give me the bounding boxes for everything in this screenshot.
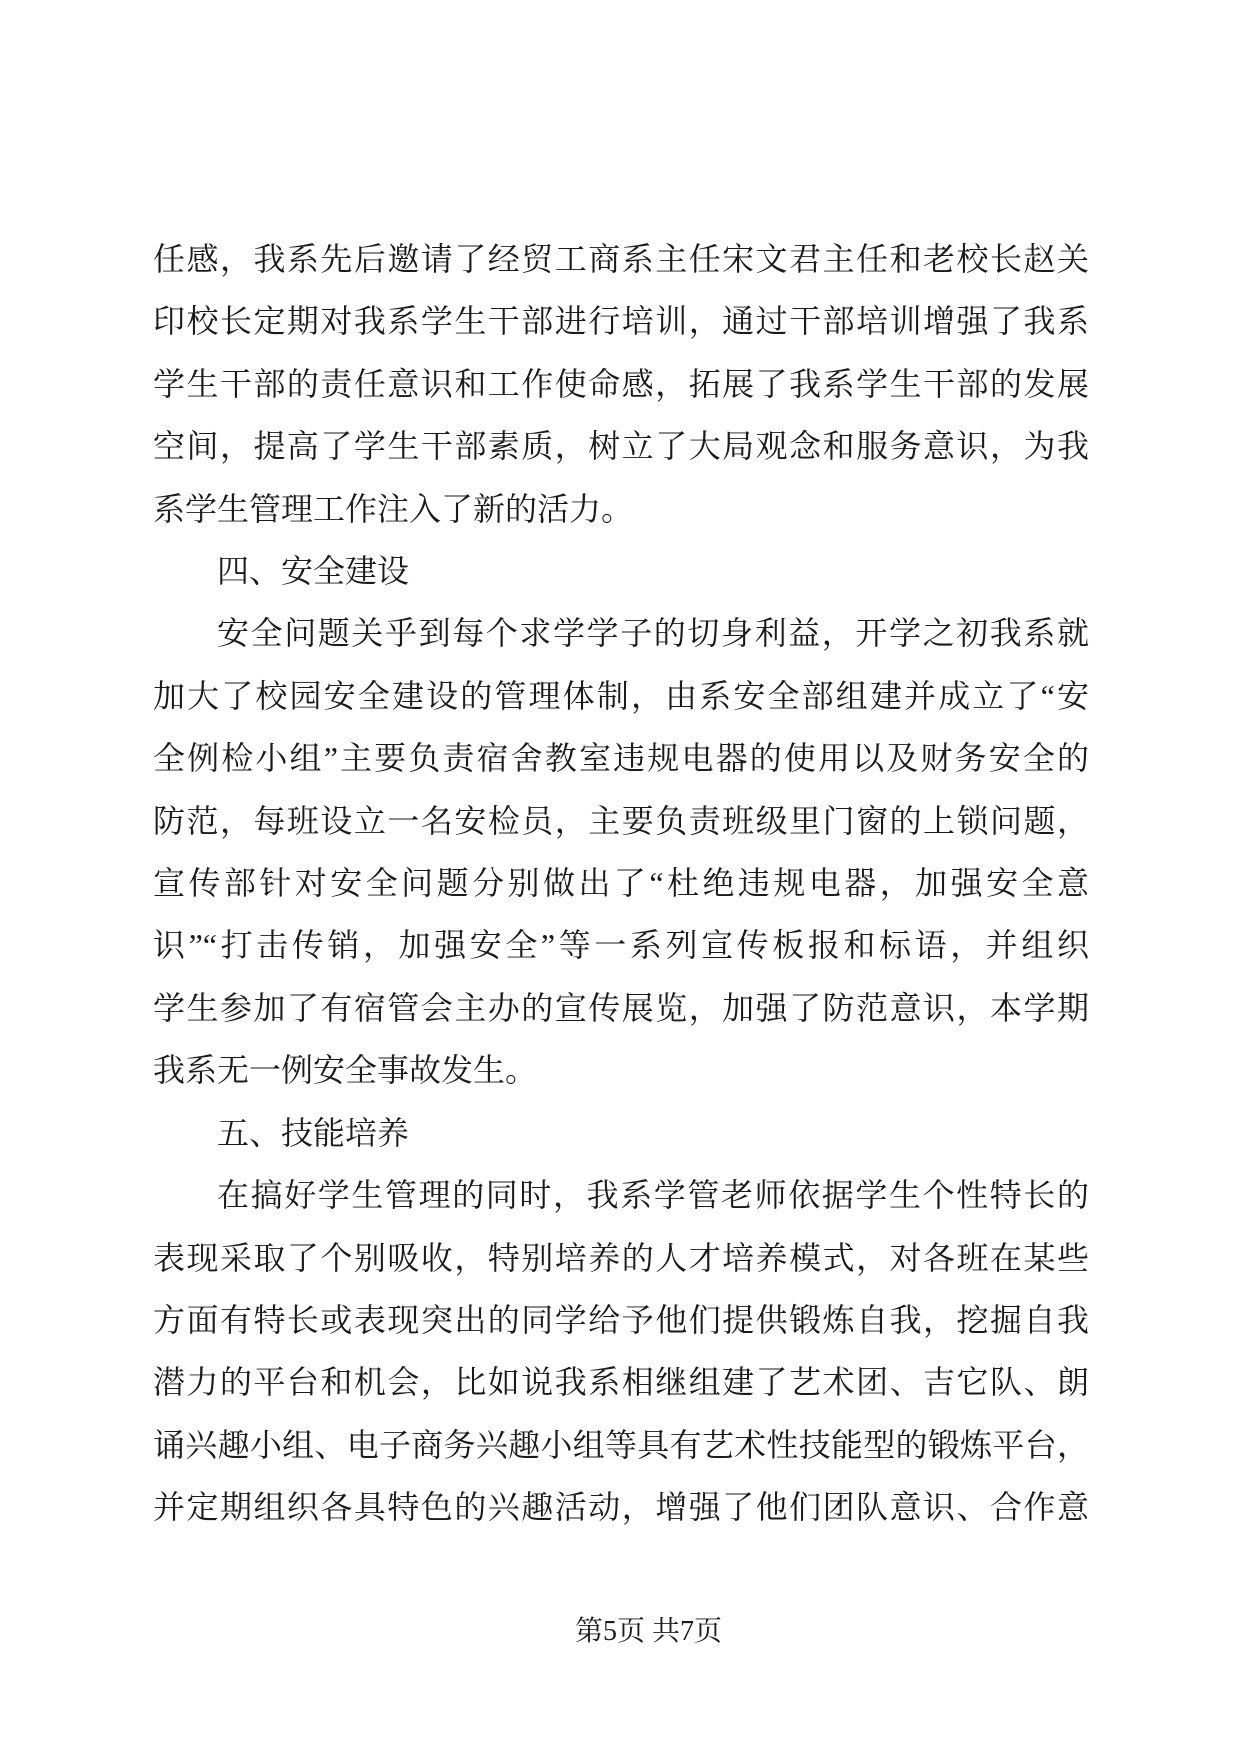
text-line: 任感，我系先后邀请了经贸工商系主任宋文君主任和老校长赵关 <box>153 241 1089 277</box>
text-line: 学生干部的责任意识和工作使命感，拓展了我系学生干部的发展 <box>153 365 1089 402</box>
section-heading-security: 四、安全建设 <box>217 553 410 590</box>
text-line: 在搞好学生管理的同时，我系学管老师依据学生个性特长的 <box>217 1177 1089 1214</box>
section-heading-skills: 五、技能培养 <box>217 1114 410 1151</box>
text-line: 宣传部针对安全问题分别做出了“杜绝违规电器，加强安全意 <box>153 865 1089 902</box>
text-line: 表现采取了个别吸收，特别培养的人才培养模式，对各班在某些 <box>153 1239 1089 1276</box>
text-line: 印校长定期对我系学生干部进行培训，通过干部培训增强了我系 <box>153 303 1089 340</box>
text-line: 安全问题关乎到每个求学学子的切身利益，开学之初我系就 <box>217 615 1089 652</box>
text-line: 空间，提高了学生干部素质，树立了大局观念和服务意识，为我 <box>153 428 1089 465</box>
text-line: 潜力的平台和机会，比如说我系相继组建了艺术团、吉它队、朗 <box>153 1364 1089 1401</box>
text-line: 我系无一例安全事故发生。 <box>153 1052 538 1089</box>
text-line: 诵兴趣小组、电子商务兴趣小组等具有艺术性技能型的锻炼平台， <box>153 1426 1089 1463</box>
text-line: 识”“打击传销，加强安全”等一系列宣传板报和标语，并组织 <box>153 927 1089 964</box>
text-line: 方面有特长或表现突出的同学给予他们提供锻炼自我，挖掘自我 <box>153 1301 1089 1338</box>
text-line: 防范，每班设立一名安检员，主要负责班级里门窗的上锁问题， <box>153 802 1089 839</box>
text-line: 系学生管理工作注入了新的活力。 <box>153 490 634 527</box>
text-line: 并定期组织各具特色的兴趣活动，增强了他们团队意识、合作意 <box>153 1489 1089 1526</box>
text-line: 加大了校园安全建设的管理体制，由系安全部组建并成立了“安 <box>153 677 1089 714</box>
page-footer: 第5页 共7页 <box>574 1616 722 1647</box>
text-line: 全例检小组”主要负责宿舍教室违规电器的使用以及财务安全的 <box>153 740 1089 777</box>
text-line: 学生参加了有宿管会主办的宣传展览，加强了防范意识，本学期 <box>153 989 1089 1026</box>
document-body <box>153 228 1089 1539</box>
